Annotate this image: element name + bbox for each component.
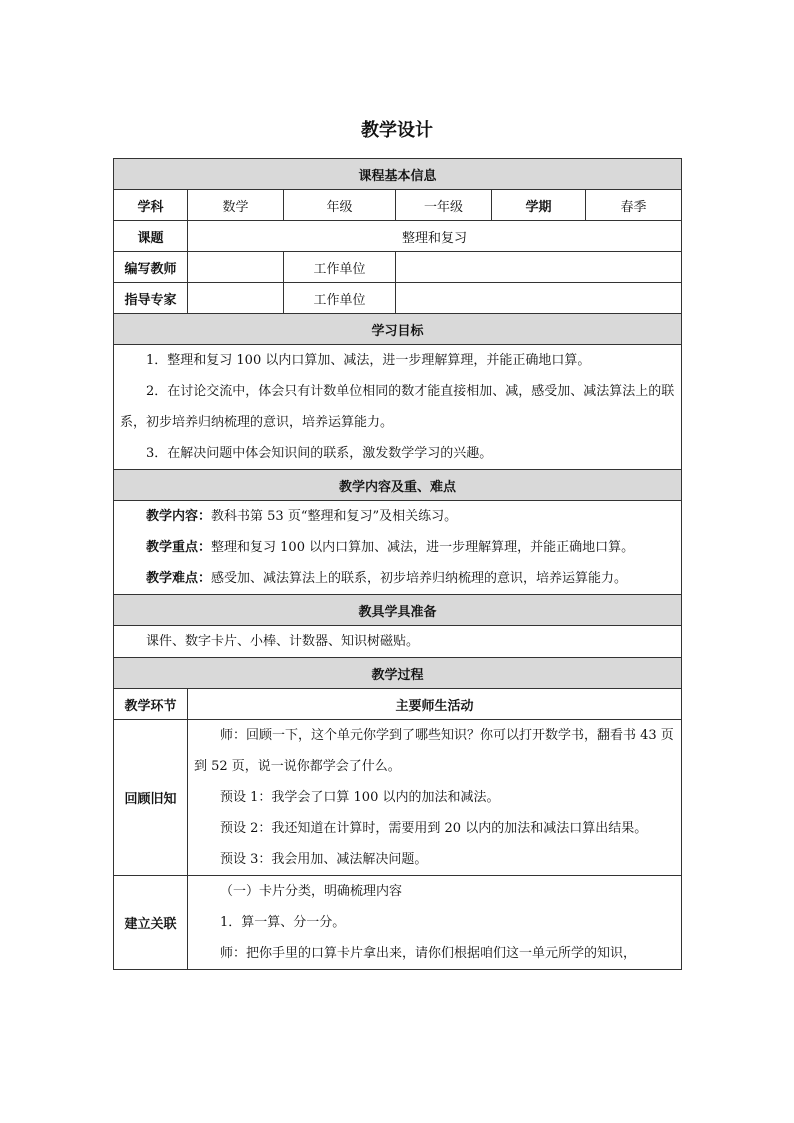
grade-value: 一年级 xyxy=(396,190,492,221)
advisor-unit-label: 工作单位 xyxy=(284,283,396,314)
document-title: 教学设计 xyxy=(361,120,433,141)
materials-cell xyxy=(114,626,682,658)
teaching-difficulty-label: 教学难点： xyxy=(146,571,212,586)
teaching-difficulty-text: 感受加、减法算法上的联系，初步培养归纳梳理的意识，培养运算能力。 xyxy=(211,571,628,586)
basic-info-heading: 课程基本信息 xyxy=(114,159,682,190)
activity-paragraph: 预设 3：我会用加、减法解决问题。 xyxy=(220,852,428,867)
author-unit-value xyxy=(396,252,682,283)
content-heading: 教学内容及重、难点 xyxy=(114,470,682,501)
lesson-plan-table xyxy=(113,158,682,970)
basic-info-header-row xyxy=(114,159,682,190)
objectives-row xyxy=(114,345,682,470)
process-stage-row xyxy=(114,720,682,876)
teaching-key-point xyxy=(114,532,681,563)
teaching-difficulty xyxy=(114,563,681,594)
topic-label: 课题 xyxy=(114,221,188,252)
activity-paragraph: 预设 1：我学会了口算 100 以内的加法和减法。 xyxy=(220,790,500,805)
content-header-row xyxy=(114,470,682,501)
objectives-header-row xyxy=(114,314,682,345)
materials-row xyxy=(114,626,682,658)
process-stage-row xyxy=(114,876,682,970)
activity-paragraph: 师：回顾一下，这个单元你学到了哪些知识？你可以打开数学书，翻看书 43 页到 52 页，说一说你都学会了什么。 xyxy=(194,728,674,774)
process-heading: 教学过程 xyxy=(114,658,682,689)
grade-label: 年级 xyxy=(284,190,396,221)
author-row xyxy=(114,252,682,283)
objectives-heading: 学习目标 xyxy=(114,314,682,345)
activity-paragraph: （一）卡片分类，明确梳理内容 xyxy=(220,884,403,899)
subject-label: 学科 xyxy=(114,190,188,221)
process-columns-row xyxy=(114,689,682,720)
subject-row xyxy=(114,190,682,221)
advisor-unit-value xyxy=(396,283,682,314)
advisor-value xyxy=(188,283,284,314)
objectives-cell xyxy=(114,345,682,470)
materials-heading: 教具学具准备 xyxy=(114,595,682,626)
stage-activity xyxy=(188,720,682,876)
teaching-key-label: 教学重点： xyxy=(146,540,212,555)
teaching-content-text: 教科书第 53 页“整理和复习”及相关练习。 xyxy=(211,509,458,524)
content-row xyxy=(114,501,682,595)
author-unit-label: 工作单位 xyxy=(284,252,396,283)
stage-name: 回顾旧知 xyxy=(114,720,188,876)
materials-text: 课件、数字卡片、小棒、计数器、知识树磁贴。 xyxy=(146,634,420,649)
teaching-content-label: 教学内容： xyxy=(146,509,212,524)
materials-header-row xyxy=(114,595,682,626)
term-label: 学期 xyxy=(492,190,586,221)
author-label: 编写教师 xyxy=(114,252,188,283)
stage-column-header: 教学环节 xyxy=(114,689,188,720)
stage-name: 建立关联 xyxy=(114,876,188,970)
process-header-row xyxy=(114,658,682,689)
activity-paragraph: 预设 2：我还知道在计算时，需要用到 20 以内的加法和减法口算出结果。 xyxy=(220,821,648,836)
stage-activity xyxy=(188,876,682,970)
teaching-key-text: 整理和复习 100 以内口算加、减法，进一步理解算理，并能正确地口算。 xyxy=(211,540,635,555)
author-value xyxy=(188,252,284,283)
activity-paragraph: 师：把你手里的口算卡片拿出来，请你们根据咱们这一单元所学的知识， xyxy=(220,946,637,961)
content-cell xyxy=(114,501,682,595)
topic-row xyxy=(114,221,682,252)
teaching-content xyxy=(114,501,681,532)
term-value: 春季 xyxy=(586,190,682,221)
activity-paragraph: 1．算一算、分一分。 xyxy=(220,915,346,930)
objective-item: 2．在讨论交流中，体会只有计数单位相同的数才能直接相加、减，感受加、减法算法上的联系，初步培养归纳梳理的意识，培养运算能力。 xyxy=(120,384,675,430)
objective-item: 3．在解决问题中体会知识间的联系，激发数学学习的兴趣。 xyxy=(146,446,493,461)
advisor-label: 指导专家 xyxy=(114,283,188,314)
topic-value: 整理和复习 xyxy=(188,221,682,252)
activity-column-header: 主要师生活动 xyxy=(188,689,682,720)
advisor-row xyxy=(114,283,682,314)
objective-item: 1．整理和复习 100 以内口算加、减法，进一步理解算理，并能正确地口算。 xyxy=(146,353,591,368)
subject-value: 数学 xyxy=(188,190,284,221)
